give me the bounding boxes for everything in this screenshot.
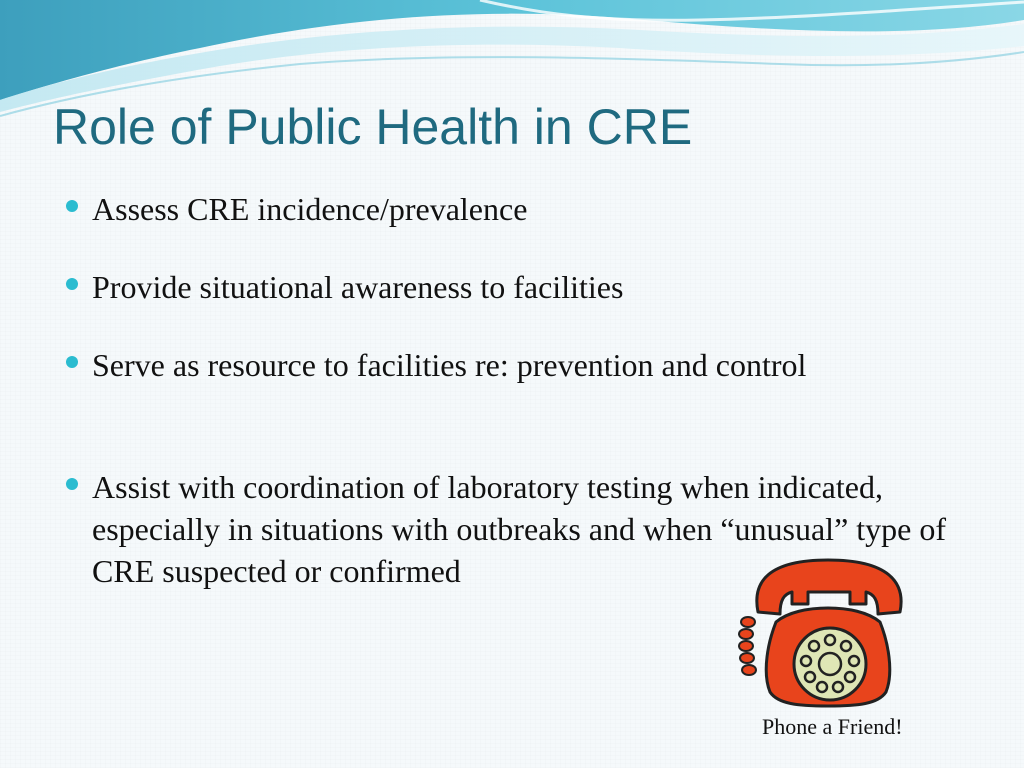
image-caption: Phone a Friend! <box>762 714 903 739</box>
bullet-text: Assess CRE incidence/prevalence <box>92 191 528 227</box>
bullet-dot-icon <box>66 278 78 290</box>
bullet-text: Assist with coordination of laboratory testing when indicated, especially in situations with outbreaks and when “unusual” type of CRE suspected or confirmed <box>92 469 947 589</box>
bullet-dot-icon <box>66 200 78 212</box>
bullet-dot-icon <box>66 356 78 368</box>
bullet-text: Serve as resource to facilities re: prevention and control <box>92 347 807 383</box>
bullet-dot-icon <box>66 478 78 490</box>
bullet-text: Provide situational awareness to facilities <box>92 269 624 305</box>
bullet-item <box>62 344 912 386</box>
rotary-telephone-icon <box>728 552 928 712</box>
slide-title: Role of Public Health in CRE <box>53 99 693 155</box>
bullet-item <box>62 266 623 308</box>
bullet-item <box>62 188 527 230</box>
